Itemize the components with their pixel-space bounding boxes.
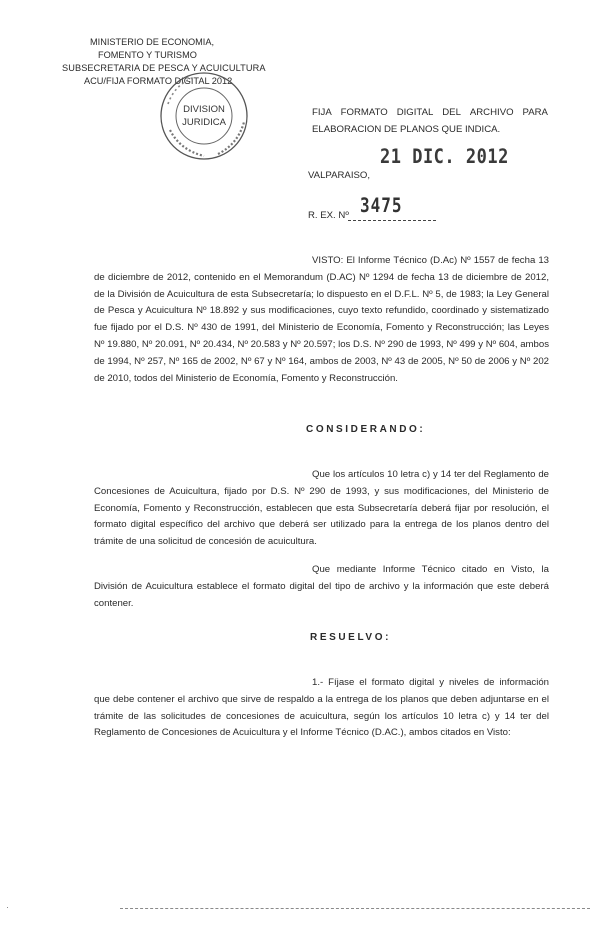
letterhead-reference: ACU/FIJA FORMATO DIGITAL 2012 [84, 76, 233, 86]
division-juridica-seal [158, 70, 250, 162]
subject-word: DIGITAL [396, 107, 434, 118]
seal-outer-ring [161, 73, 247, 159]
place-label: VALPARAISO, [308, 170, 371, 181]
resuelvo-text-1: 1.- Fíjase el formato digital y niveles de información que debe contener el archivo que sirve de respaldo a la entrega de los planos que deben adjuntarse en el trámite de las solicitudes de concesiones de acuicultura, según los artículos 10 letra c) y 14 ter del Reglamento de Concesiones de Acuicultura y el Informe Técnico (D.AC.), ambos citados en Visto: [94, 677, 549, 739]
date-stamp: 21 DIC. 2012 [380, 145, 509, 169]
subject-line-1 [312, 104, 548, 121]
resuelvo-paragraph-1 [94, 675, 549, 742]
seal-ring-lettering [170, 130, 204, 156]
seal-text-line2: JURIDICA [182, 117, 226, 128]
subject-word: FIJA [312, 107, 332, 118]
letterhead-ministry-2: FOMENTO Y TURISMO [98, 50, 197, 60]
subject-line-2: ELABORACION DE PLANOS QUE INDICA. [312, 124, 501, 135]
footer-dashed-line [120, 906, 590, 909]
letterhead-subsecretaria: SUBSECRETARIA DE PESCA Y ACUICULTURA [62, 63, 266, 73]
considerando-paragraph-1 [94, 467, 549, 551]
letterhead-ministry: MINISTERIO DE ECONOMIA, [90, 37, 215, 47]
resolution-number: 3475 [360, 194, 403, 217]
subject-word: PARA [522, 107, 548, 118]
visto-text: El Informe Técnico (D.Ac) Nº 1557 de fecha 13 de diciembre de 2012, contenido en el Memorandum (D.AC) Nº 1294 de fecha 13 de diciembre de 2012, de la División de Acuicultura de esta Subsecretaría; lo dispuesto en el D.F.L. Nº 5, de 1983; la Ley General de Pesca y Acuicultura Nº 18.892 y sus modificaciones, cuyo texto refundido, coordinado y sistematizado fue fijado por el D.S. Nº 430 de 1991, del Ministerio de Economía, Fomento y Reconstrucción; las Leyes Nº 19.880, Nº 20.091, Nº 20.434, Nº 20.583 y Nº 20.597; los D.S. Nº 290 de 1993, Nº 499 y Nº 604, ambos de 1994, Nº 257, Nº 165 de 2002, Nº 67 y Nº 164, ambos de 2003, Nº 43 de 2005, Nº 50 de 2006 y Nº 202 de 2010, todos del Ministerio de Economía, Fomento y Reconstrucción. [94, 255, 550, 384]
document-subject [312, 104, 548, 138]
subject-word: FORMATO [340, 107, 388, 118]
considerando-text-2: Que mediante Informe Técnico citado en Visto, la División de Acuicultura establece el formato digital del tipo de archivo y la información que este deberá contener. [94, 564, 549, 609]
resuelvo-heading: RESUELVO: [310, 632, 391, 643]
seal-text-line1: DIVISION [183, 104, 225, 115]
resolution-number-line [348, 220, 436, 221]
subject-word: DEL [442, 107, 461, 118]
scan-edge-mark: · [6, 902, 9, 912]
resolution-label: R. EX. Nº [308, 210, 349, 221]
subject-word: ARCHIVO [469, 107, 514, 118]
visto-lead: VISTO: [312, 255, 344, 266]
considerando-text-1: Que los artículos 10 letra c) y 14 ter del Reglamento de Concesiones de Acuicultura, fijado por D.S. Nº 290 de 1993, y sus modificaciones, del Ministerio de Economía, Fomento y Reconstrucción, establecen que esta Subsecretaría deberá fijar por resolución, el formato digital específico del archivo que deberá ser utilizado para la entrega de los planos dentro del trámite de una solicitud de concesión de acuicultura. [94, 469, 549, 548]
visto-paragraph [94, 253, 549, 387]
seal-inner-ring [176, 88, 232, 144]
seal-ring-lettering-3 [168, 78, 192, 104]
considerando-paragraph-2 [94, 562, 549, 612]
considerando-heading: CONSIDERANDO: [306, 424, 426, 435]
